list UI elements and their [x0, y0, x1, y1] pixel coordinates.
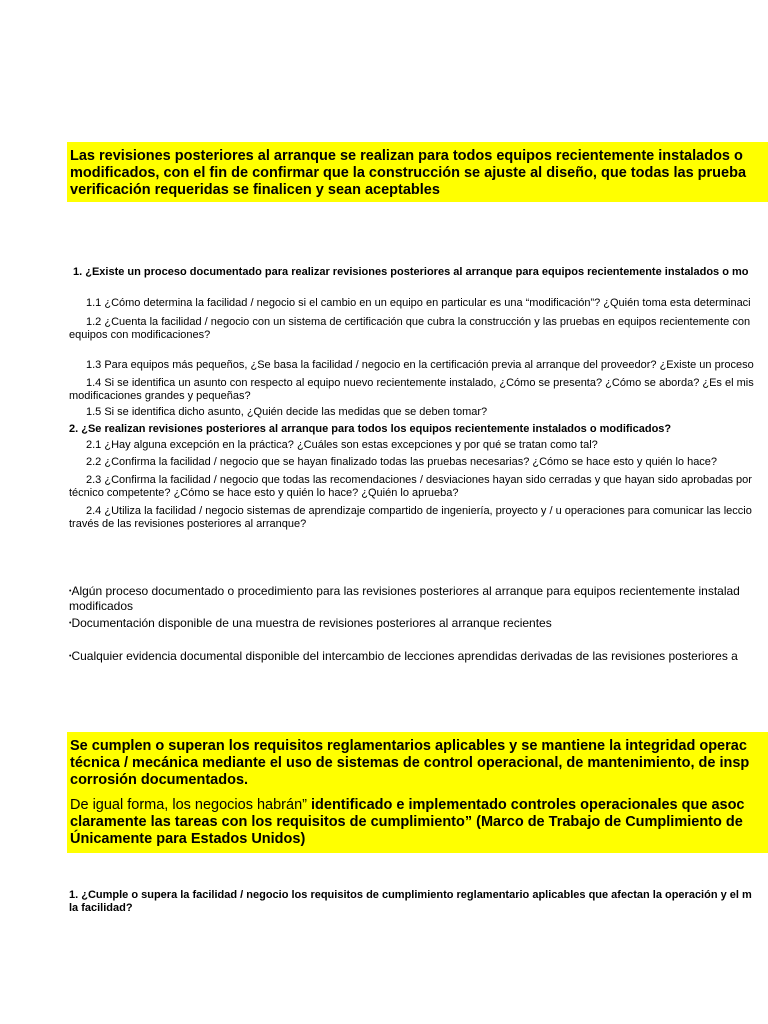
- highlight-2-para2-line: claramente las tareas con los requisitos de cumplimiento” (Marco de Trabajo de Cumplimiento de: [70, 814, 743, 830]
- evidence-item: [69, 616, 552, 631]
- question-2-4-cont: través de las revisiones posteriores al arranque?: [69, 518, 307, 530]
- bullet-icon: •: [69, 653, 72, 660]
- question-3-title: 1. ¿Cumple o supera la facilidad / negocio los requisitos de cumplimiento reglamentario aplicables que afectan la operación y el m: [69, 889, 752, 901]
- highlight-statement-2: [67, 732, 768, 853]
- evidence-item-text: Algún proceso documentado o procedimiento para las revisiones posteriores al arranque para equipos recientemente instalad: [71, 584, 740, 598]
- question-3-title-cont: la facilidad?: [69, 902, 133, 914]
- question-2-1: 2.1 ¿Hay alguna excepción en la práctica? ¿Cuáles son estas excepciones y por qué se tratan como tal?: [86, 439, 598, 451]
- highlight-statement-1: [67, 142, 768, 202]
- question-1-4-cont: modificaciones grandes y pequeñas?: [69, 390, 251, 402]
- question-2-3: 2.3 ¿Confirma la facilidad / negocio que todas las recomendaciones / desviaciones hayan sido cerradas y que hayan sido aprobadas por: [86, 474, 752, 486]
- highlight-2-para2-line: [70, 797, 768, 814]
- question-2-title: 2. ¿Se realizan revisiones posteriores al arranque para todos los equipos recientemente instalados o modificados?: [69, 423, 672, 435]
- question-1-4: 1.4 Si se identifica un asunto con respecto al equipo nuevo recientemente instalado, ¿Cómo se presenta? ¿Cómo se aborda? ¿Es el mis: [86, 377, 754, 389]
- evidence-item-cont: modificados: [69, 599, 134, 613]
- question-2-3-cont: técnico competente? ¿Cómo se hace esto y quién lo hace? ¿Quién lo aprueba?: [69, 487, 459, 499]
- highlight-1-line: modificados, con el fin de confirmar que la construcción se ajuste al diseño, que todas las prueba: [70, 165, 747, 181]
- highlight-2-para2-bold: identificado e implementado controles operacionales que asoc: [311, 797, 745, 813]
- highlight-2-para2-line: Únicamente para Estados Unidos): [70, 831, 306, 847]
- highlight-2-line: corrosión documentados.: [70, 772, 249, 788]
- question-1-title: 1. ¿Existe un proceso documentado para realizar revisiones posteriores al arranque para equipos recientemente instalados o mo: [73, 266, 749, 278]
- question-2-2: 2.2 ¿Confirma la facilidad / negocio que se hayan finalizado todas las pruebas necesarias? ¿Cómo se hace esto y quién lo hace?: [86, 456, 718, 468]
- highlight-2-line: Se cumplen o superan los requisitos reglamentarios aplicables y se mantiene la integridad operac: [70, 738, 747, 754]
- highlight-2-para2-normal: De igual forma, los negocios habrán”: [70, 797, 311, 813]
- bullet-icon: •: [69, 620, 72, 627]
- evidence-item: [69, 584, 740, 599]
- question-1-2-cont: equipos con modificaciones?: [69, 329, 211, 341]
- highlight-2-line: técnica / mecánica mediante el uso de sistemas de control operacional, de mantenimiento, de insp: [70, 755, 750, 771]
- question-1-2: 1.2 ¿Cuenta la facilidad / negocio con un sistema de certificación que cubra la construcción y las pruebas en equipos recientemente con: [86, 316, 751, 328]
- question-2-4: 2.4 ¿Utiliza la facilidad / negocio sistemas de aprendizaje compartido de ingeniería, proyecto y / u operaciones para comunicar las leccio: [86, 505, 752, 517]
- evidence-item: [69, 649, 738, 664]
- bullet-icon: •: [69, 588, 72, 595]
- question-1-1: 1.1 ¿Cómo determina la facilidad / negocio si el cambio en un equipo en particular es una “modificación”? ¿Quién toma esta determinaci: [86, 297, 751, 309]
- highlight-1-line: Las revisiones posteriores al arranque se realizan para todos equipos recientemente instalados o: [70, 148, 743, 164]
- question-1-3: 1.3 Para equipos más pequeños, ¿Se basa la facilidad / negocio en la certificación previa al arranque del proveedor? ¿Existe un proceso: [86, 359, 754, 371]
- question-1-5: 1.5 Si se identifica dicho asunto, ¿Quién decide las medidas que se deben tomar?: [86, 406, 488, 418]
- paragraph-gap: [70, 789, 768, 797]
- highlight-1-line: verificación requeridas se finalicen y sean aceptables: [70, 182, 440, 198]
- evidence-item-text: Cualquier evidencia documental disponible del intercambio de lecciones aprendidas derivadas de las revisiones posteriores a: [71, 649, 738, 663]
- evidence-item-text: Documentación disponible de una muestra de revisiones posteriores al arranque recientes: [71, 616, 552, 630]
